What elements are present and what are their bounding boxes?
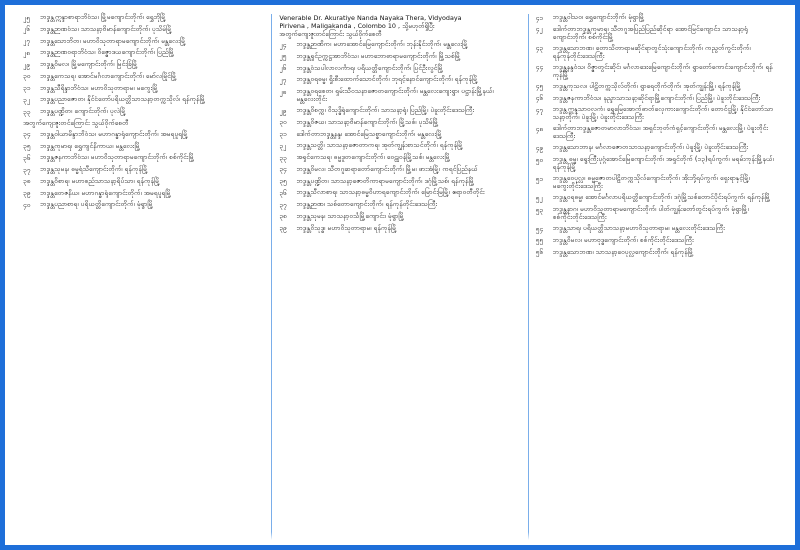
entry-text: ဘဒ္ဒန္တဝိစက္က၊ ဝိသုဒ္ဓိရုံကျောင်းတိုက်၊ သာသနာ့ရုံ၊ ပြည်မြို့၊ ပဲခူးတိုင်းဒေသကြီး bbox=[296, 106, 475, 115]
list-item bbox=[23, 49, 264, 57]
entry-number: ၅၁ bbox=[535, 174, 544, 183]
entry-text: ဒေါက်တာဘဒ္ဒန္တကုမာရ၊ သီတဂူအပြည်ပြည်ဆိုင်ရာ အောင်မြင်ကျောင်း၊ သာသနာ့ရုံကျောင်းတိုက်၊ စစ်ကိုင်းမြို့ bbox=[552, 24, 748, 41]
list-item bbox=[536, 156, 777, 172]
entry-number: ၂၅ bbox=[279, 52, 287, 61]
entry-number: ၄၄ bbox=[535, 63, 544, 72]
entry-text: ဘဒ္ဒန္တသီလာစာရ၊ သာသနာ့ဓမ္မဝိဟာရကျောင်းတိုက်၊ မြောင်းမြမြို့၊ ဧရာဝတီတိုင်း bbox=[296, 188, 485, 197]
list-item bbox=[536, 26, 777, 42]
list-item bbox=[279, 41, 520, 49]
list-item bbox=[23, 154, 264, 162]
entry-text: ဒေါက်တာဘဒ္ဒန္တနန္ဒ၊ အောင်မြေသစ္စာကျောင်းတိုက်၊ မန္တလေးမြို့ bbox=[296, 129, 443, 138]
entry-number: ၃၄ bbox=[23, 130, 31, 139]
entry-text: ဘဒ္ဒန္တသုမန၊ ဓမ္မရံသီကျောင်းတိုက်၊ ရန်ကုန်မြို့ bbox=[40, 165, 148, 174]
list-item bbox=[536, 125, 777, 141]
entry-text: ဘဒ္ဒန္တဇနကာဘိဝံသ၊ မဟာဝိသုတာရာမကျောင်းတိုက်၊ စစ်ကိုင်းမြို့ bbox=[40, 153, 195, 162]
list-item bbox=[279, 154, 520, 162]
venerable-address bbox=[279, 14, 520, 38]
entry-number: ၅၃ bbox=[535, 205, 544, 214]
entry-text: ဘဒ္ဒန္တဝိမလ၊ သီတဂူဆရာတော်ကျောင်းတိုက်၊ မြို့မ၊ ဖားအံမြို့၊ ကရင်ပြည်နယ် bbox=[296, 164, 478, 173]
entry-number: ၂၉ bbox=[279, 106, 287, 115]
address-line-3: အတွက်ကျေးဇူးတင်ကြောင်း သွယ်ဝိုက်စေတီ bbox=[279, 30, 382, 38]
entry-text: ဘဒ္ဒန္တဝိဇယ၊ သာသနာ့ဗိမာန်ကျောင်းတိုက်၊ မြို့သစ်၊ ပုသိမ်မြို့ bbox=[296, 117, 439, 126]
entry-number: ၃၆ bbox=[279, 188, 287, 197]
entry-text: ဘဒ္ဒန္တဇနကာဘိဝံသ၊ နည္ဒာသာသနာ့ဆိုင်ရာမြို့ကျောင်းတိုက်၊ ပြည်မြို့၊ ပဲခူးတိုင်းဒေသကြီး bbox=[552, 93, 761, 102]
list-item bbox=[536, 206, 777, 222]
entry-text: ဘဒ္ဒန္တတေဇနိယ၊ မဟာဂန္ဓာရုံကျောင်းတိုက်၊ အမရပူရမြို့ bbox=[40, 188, 172, 197]
entry-number: ၄၇ bbox=[535, 105, 544, 114]
entry-number: ၃၀ bbox=[23, 72, 31, 81]
list-item bbox=[279, 107, 520, 115]
three-column-layout bbox=[10, 10, 790, 540]
entry-text: ဘဒ္ဒန္တရှင်ဥက္ကဋ္ဌအာဘိဝံသ၊ မဟာဘောဓာရာမကျောင်းတိုက်၊ မြို့သစ်မြို့ bbox=[296, 51, 461, 60]
entry-text: ဘဒ္ဒန္တကုမာရ၊ ရွှေကျင်နိကာယ၊ မန္တလေးမြို့ bbox=[40, 141, 141, 150]
column-left bbox=[16, 14, 271, 540]
entry-text: ဘဒ္ဒန္တဝါယာမိန္ဒာဘိဝံသ၊ မဟာဂန္ဓာရုံကျောင်းတိုက်၊ အမရပူရမြို့ bbox=[40, 129, 188, 138]
entry-text: ဘဒ္ဒန္တဉာဏ၊ သစ်တောကျောင်းတိုက်၊ ရန်ကုန်တိုင်းဒေသကြီး bbox=[296, 200, 438, 209]
list-item bbox=[23, 178, 264, 186]
entry-text: ဘဒ္ဒန္တသောဘဏ၊ သာသနာ့ဝေပုလ္လကျောင်းတိုက်၊ ရန်ကုန်မြို့ bbox=[552, 247, 694, 256]
entry-text: ဘဒ္ဒန္တသောဘာန၊ မင်္ဂလာဇောတသာသနာ့ကျောင်းတိုက်၊ ပဲခူးမြို့၊ ပဲခူးတိုင်းဒေသကြီး bbox=[552, 143, 749, 152]
entry-number: ၂၈ bbox=[279, 87, 287, 96]
entry-number: ၃၉ bbox=[23, 189, 31, 198]
entry-text: ဘဒ္ဒန္တသာရ၊ ပရိယတ္တိသာသနာ့မဟာဝိသုတာရာမ၊ မန္တလေးတိုင်းဒေသကြီး bbox=[552, 224, 725, 233]
list-item bbox=[279, 88, 520, 104]
entry-text: ဘဒ္ဒန္တကေသရ၊ အောင်မင်္ဂလာကျောင်းတိုက်၊ မော်လမြိုင်မြို့ bbox=[40, 71, 177, 80]
entry-number: ၃၇ bbox=[23, 165, 31, 174]
entry-text: ဘဒ္ဒန္တသုမန၊ သာသနာ့ဝင်္သမြို့ကျောင်း၊ မုံရွာမြို့ bbox=[296, 211, 405, 220]
entry-text: ဘဒ္ဒန္တဝရဓမ္မ၊ ရှိုးစီးထောက်သောင်တိုက်၊ ဘုရင့်နောင်ကျောင်းတိုက်၊ ရန်ကုန်မြို့ bbox=[296, 75, 478, 84]
list-item bbox=[23, 14, 264, 22]
entry-number: ၅၄ bbox=[535, 224, 544, 233]
list-item bbox=[536, 249, 777, 257]
document-sheet bbox=[10, 10, 790, 540]
list-item bbox=[536, 83, 777, 91]
list-item bbox=[23, 131, 264, 139]
list-item bbox=[536, 106, 777, 122]
entry-number: ၃၇ bbox=[279, 200, 287, 209]
entry-number: ၄၉ bbox=[535, 143, 544, 152]
entry-number: ၃၁ bbox=[23, 84, 31, 93]
entry-text: ဘဒ္ဒန္တဣန္ဒသာဝလကံ၊ ရွှေမြေအောက်ဓာတ်လှေကားကျောင်းတိုက်၊ တောင်ငူမြို့၊ နိုင်ငံတော်သာသနာ့တိုက်၊ ပဲခူးမြို့၊ ပဲခူးတိုင်းဒေသကြီး bbox=[552, 105, 774, 122]
address-line-1: Venerable Dr. Akuratiye Nanda Nayaka Thera, Vidyodaya bbox=[279, 14, 462, 22]
list-item bbox=[279, 178, 520, 186]
list-item bbox=[23, 201, 264, 209]
entry-text: ဘဒ္ဒန္တဝိစာရ၊ မဟာစည်သာသနာ့ရိပ်သာ၊ ရန်ကုန်မြို့ bbox=[40, 176, 160, 185]
entry-text: ဘဒ္ဒန္တဉာဏဝံသ၊ သာသနာ့ဗိမာန်ကျောင်းတိုက်၊ ပုသိမ်မြို့ bbox=[40, 24, 172, 33]
entry-text: ဘဒ္ဒန္တဝိသုဒ္ဓ၊ မဟာဝိသုတာရာမ၊ ရန်ကုန်မြို့ bbox=[296, 223, 397, 232]
entry-text: ဘဒ္ဒန္တပဏ္ဍိတ၊ ကျောင်းတိုက်၊ ပုလဲမြို့ bbox=[40, 107, 126, 116]
list-item bbox=[536, 45, 777, 61]
entry-number: ၂၆ bbox=[279, 64, 287, 73]
entry-text: ဘဒ္ဒန္တဉာဏိက၊ မဟာအောင်မြေကျောင်းတိုက်၊ ဘုန်းနိုင်းတိုက်၊ မန္တလေးမြို့ bbox=[296, 40, 468, 48]
entry-text: ဘဒ္ဒန္တဝိမလ၊ မဟာဗုဒ္ဓကျောင်းတိုက်၊ စစ်ကိုင်းတိုင်းဒေသကြီး bbox=[552, 235, 694, 244]
entry-number: ၂၇ bbox=[279, 75, 287, 84]
entry-text: ဘဒ္ဒန္တပဏ္ဍိတ၊ သာသနာ့ဇောတိကာရာမကျောင်းတိုက်၊ ဒဂုံမြို့သစ်၊ ရန်ကုန်မြို့ bbox=[296, 176, 475, 185]
entry-number: ၂၈ bbox=[23, 48, 31, 57]
list-item bbox=[279, 119, 520, 127]
list-item bbox=[536, 14, 777, 22]
entry-text: ဘဒ္ဒန္တကုသလ၊ ပါဠိတက္ကသိုလ်တိုက်၊ ရွာရေတိုက်တိုက်၊ အုတ်ကျွန်းမြို့၊ ရန်ကုန်မြို့ bbox=[552, 81, 742, 90]
column-right bbox=[528, 14, 784, 540]
entry-number: ၃၈ bbox=[279, 212, 287, 221]
column-middle bbox=[271, 14, 527, 540]
entry-number: ၃၃ bbox=[23, 107, 31, 116]
entry-text: ဘဒ္ဒန္တဝါသဝ၊ ရွှေကျောင်းတိုက်၊ မုံရွာမြို့ bbox=[552, 13, 645, 21]
entry-text: ဘဒ္ဒန္တဝိမလ၊ မြို့မကျောင်းတိုက်၊ မြင်းခြံမြို့ bbox=[40, 60, 138, 69]
entry-text: ဘဒ္ဒန္တ ဓမ္မ၊ ရွေးကြီးပုဂ္ဂံအောင်မြေကျောင်းတိုက်၊ အရှင်တိုက် (၁၃)ရပ်ကွက်၊ မရမ်းကုန်းမြို့နယ်၊ ရန်ကုန်မြို့ bbox=[552, 155, 774, 171]
entry-text: ဘဒ္ဒန္တပညာစာရ၊ ပရိယတ္တိကျောင်းတိုက်၊ မုံရွာမြို့ bbox=[40, 200, 154, 209]
list-item bbox=[279, 53, 520, 61]
list-item bbox=[23, 85, 264, 93]
list-item bbox=[536, 237, 777, 245]
entry-text: ဘဒ္ဒန္တဝရစေတ၊ ရှမ်းသီဝသနာဇောတကျောင်းတိုက်၊ မန္တလေးကျေးရွာ၊ ပဋ္ဌာန်းမြို့နယ်၊ မန္တလေးတိုင်း bbox=[296, 87, 494, 103]
entry-text: ဘဒ္ဒန္တဝရဓမ္မ၊ အောင်မင်္ဂလာပရိယတ္တိကျောင်းတိုက်၊ ဒဂုံမြို့သစ်တောင်ပိုင်းရပ်ကွက်၊ ရန်ကုန်မြို့ bbox=[552, 193, 771, 202]
entry-text: ဘဒ္ဒန္တဝံသပါလာလင်္ကာရ၊ ပရိယတ္တိကျောင်းတိုက်၊ ပြင်ဦးလွင်မြို့ bbox=[296, 63, 444, 72]
entry-number: ၄၁ bbox=[535, 13, 544, 22]
list-item bbox=[23, 143, 264, 151]
list-item bbox=[279, 65, 520, 73]
entry-number: ၄၆ bbox=[535, 94, 544, 103]
entry-number: ၃၅ bbox=[23, 142, 31, 151]
entry-number: ၃၅ bbox=[279, 177, 287, 186]
entry-number: ၃၈ bbox=[23, 177, 31, 186]
entry-text: ဘဒ္ဒန္တသောဘိတ၊ မဟာဝိသုတာရာမကျောင်းတိုက်၊ မန္တလေးမြို့ bbox=[40, 36, 186, 45]
entry-number: ၃၂ bbox=[279, 141, 287, 150]
entry-number: ၃၃ bbox=[279, 153, 287, 162]
entry-number: ၂၄ bbox=[279, 40, 287, 49]
entry-number: ၂၅ bbox=[23, 13, 30, 22]
list-item bbox=[536, 95, 777, 103]
list-item bbox=[536, 144, 777, 152]
entry-number: ၃၉ bbox=[279, 224, 287, 233]
entry-number: ၄၈ bbox=[535, 124, 544, 133]
entry-number: ၅၅ bbox=[535, 236, 544, 245]
entry-number: ၃၂ bbox=[23, 95, 30, 104]
list-item bbox=[279, 166, 520, 174]
section-heading: အတွက်ကျေးဇူးတင်ကြောင်း သွယ်ဝိုက်စေတီ bbox=[23, 118, 129, 127]
entry-number: ၃၀ bbox=[279, 118, 287, 127]
entry-text: ဘဒ္ဒန္တဝေပုလ္လ၊ ဓမ္မဇောတပါဠိတက္ကသိုလ်ကျောင်းတိုက်၊ အိုးဘို့ရပ်ကွက်၊ ရှေးရာနှင့်မြို့၊ မကွေးတိုင်းဒေသကြီး bbox=[552, 174, 751, 191]
entry-number: ၃၁ bbox=[279, 130, 287, 139]
entry-text: ဘဒ္ဒန္တဉာဏဝရာဘိဝံသ၊ ဝိဇ္ဇောဒယကျောင်းတိုက်၊ ပြည်မြို့ bbox=[40, 48, 175, 57]
entry-text: ဘဒ္ဒန္တဣန္ဒာစာရာဘိဝံသ၊ မြို့မကျောင်းတိုက်၊ ရွှေဘိုမြို့ bbox=[40, 13, 166, 21]
entry-number: ၂၆ bbox=[23, 25, 30, 34]
list-item bbox=[23, 26, 264, 34]
entry-number: ၃၆ bbox=[23, 153, 31, 162]
list-item bbox=[23, 108, 264, 116]
list-item bbox=[23, 96, 264, 104]
entry-number: ၅၆ bbox=[535, 248, 544, 257]
entry-number: ၅၀ bbox=[535, 155, 544, 164]
list-item bbox=[279, 201, 520, 209]
entry-text: ဒေါက်တာဘဒ္ဒန္တဇောတမာလာဘိဝံသ၊ အရှင်ဘုတ်ကံရှင့်ကျောင်းတိုက်၊ မန္တလေးမြို့၊ ပဲခူးတိုင်းဒေသကြီး bbox=[552, 124, 768, 141]
entry-text: ဘဒ္ဒန္တသောဘဏ၊ တောသိတာရာမဆိုင်ရာတွင်သုံးကျောင်းတိုက်၊ ကညွတ်ကွင်းတိုက်၊ ရန်ကုန်တိုင်းဒေသကြီး bbox=[552, 43, 751, 60]
list-item bbox=[279, 225, 520, 233]
entry-number: ၃၄ bbox=[279, 165, 287, 174]
entry-number: ၂၇ bbox=[23, 37, 30, 46]
list-item bbox=[23, 61, 264, 69]
address-line-2: Pirivena , Maligakanda , Colombo 10 , သို့မဟုတ်ရှိပြီး bbox=[279, 22, 435, 30]
list-item bbox=[279, 76, 520, 84]
list-item bbox=[536, 194, 777, 202]
list-item bbox=[23, 190, 264, 198]
entry-text: ဘဒ္ဒန္တနာဂ၊ မဟာဝိသုတာရာမကျောင်းတိုက်၊ ပါတ်ကျွန်းတော်တွင်းရပ်ကွက်၊ မုံရွာမြို့၊ စစ်ကိုင်းတိုင်းဒေသကြီး bbox=[552, 205, 749, 221]
entry-number: ၅၂ bbox=[535, 193, 543, 202]
list-item bbox=[279, 213, 520, 221]
list-item bbox=[23, 38, 264, 46]
list-item bbox=[279, 189, 520, 197]
list-item bbox=[23, 73, 264, 81]
list-item bbox=[536, 64, 777, 80]
list-item bbox=[536, 225, 777, 233]
entry-text: ဘဒ္ဒန္တနန္ဒဝံသ၊ ဝိဇ္ဇာတွင်းဆိုင်၊ မင်္ဂလာဒေးမြေကျောင်းတိုက်၊ ရွာတော်ကောင်းကျောင်းတိုက်၊ ရန်ကုန်မြို့ bbox=[552, 62, 773, 79]
list-item bbox=[23, 166, 264, 174]
entry-number: ၄၂ bbox=[535, 25, 543, 34]
entry-text: အရှင်ကေသရ၊ ဓမ္မဒူတကျောင်းတိုက်၊ ဝေဠုဝန်မြို့သစ်၊ မန္တလေးမြို့ bbox=[296, 153, 451, 162]
entry-number: ၄၃ bbox=[535, 44, 544, 53]
list-item bbox=[279, 131, 520, 139]
entry-text: ဘဒ္ဒန္တပညာဇောတ၊ နိုင်ငံတော်ပရိယတ္တိသာသနာ့တက္ကသိုလ်၊ ရန်ကုန်မြို့ bbox=[40, 95, 206, 104]
list-item bbox=[279, 142, 520, 150]
entry-text: ဘဒ္ဒန္တသတ္တိ၊ သာသနာ့ဇောတာကရ၊ အုတ်ကျွန်းစာသင်တိုက်၊ ရန်ကုန်မြို့ bbox=[296, 141, 464, 150]
entry-number: ၄၅ bbox=[535, 82, 544, 91]
list-item bbox=[536, 175, 777, 191]
entry-text: ဘဒ္ဒန္တသီရိန္ဒာဘိဝံသ၊ မဟာဝိသုတာရာမ၊ မကွေးမြို့ bbox=[40, 83, 159, 92]
entry-number: ၂၉ bbox=[23, 60, 30, 69]
entry-number: ၄၀ bbox=[23, 200, 31, 209]
